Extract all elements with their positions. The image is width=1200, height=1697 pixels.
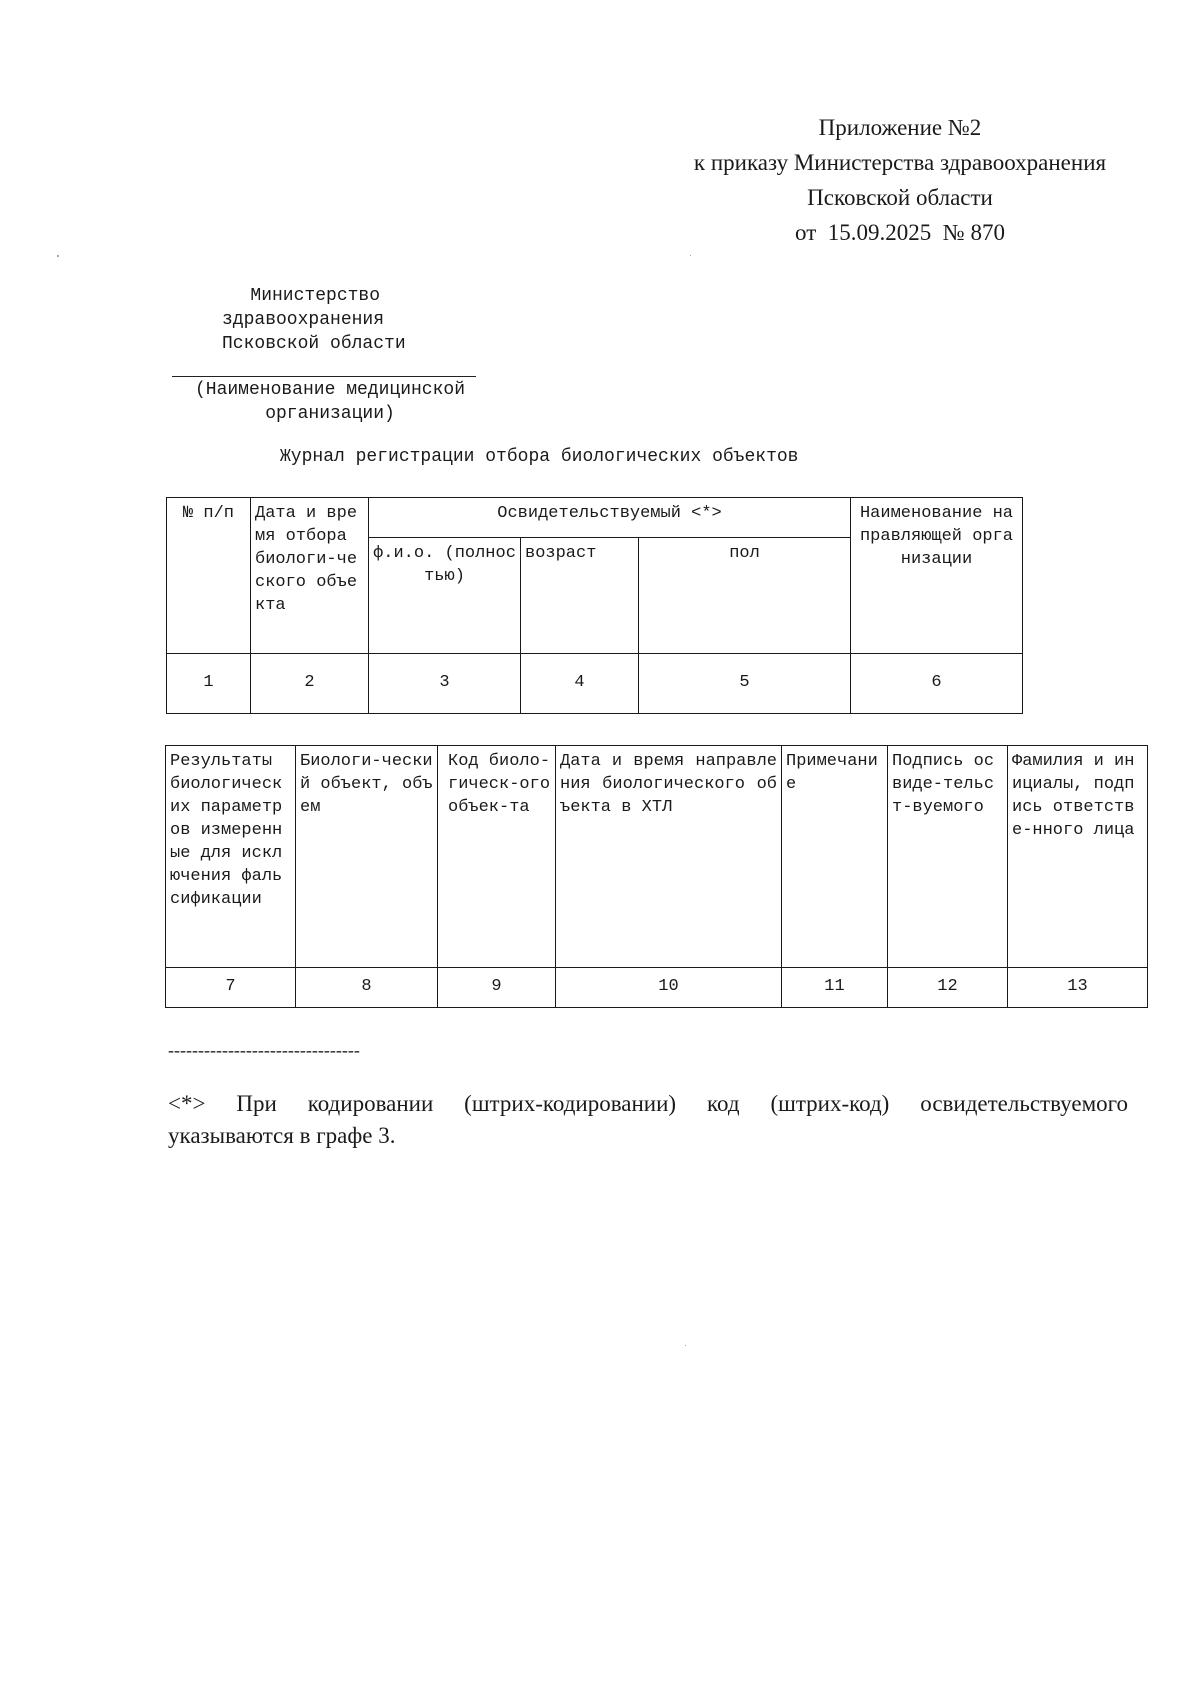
annex-order-ref: к приказу Министерства здравоохранения [693, 150, 1107, 175]
organization-caption-line-2: организации) [265, 404, 395, 424]
column-number-2: 2 [251, 654, 369, 714]
header-number: № п/п [167, 498, 251, 654]
column-number-10: 10 [556, 968, 782, 1008]
scan-speck [685, 1345, 686, 1346]
column-number-13: 13 [1008, 968, 1148, 1008]
header-referral-datetime: Дата и время направления биологического объекта в ХТЛ [556, 746, 782, 968]
header-sex: пол [639, 538, 851, 654]
organization-block [170, 284, 490, 356]
header-examinee: Освидетельствуемый <*> [369, 498, 851, 538]
organization-underline [172, 376, 476, 377]
column-number-1: 1 [167, 654, 251, 714]
column-number-12: 12 [888, 968, 1008, 1008]
scan-speck [690, 255, 691, 256]
registration-table-part-1 [166, 497, 1023, 714]
header-collection-datetime: Дата и время отбора биологи-ческого объекта [251, 498, 369, 654]
header-full-name: ф.и.о. (полностью) [369, 538, 521, 654]
annex-header [640, 110, 1160, 250]
scan-speck [57, 255, 59, 257]
header-age: возраст [521, 538, 639, 654]
column-number-4: 4 [521, 654, 639, 714]
organization-line-1: Министерство [218, 286, 381, 306]
organization-line-2: здравоохранения [222, 310, 385, 330]
annex-region: Псковской области [807, 185, 993, 210]
footnote [168, 1088, 1128, 1152]
organization-line-3: Псковской области [222, 334, 406, 354]
header-referring-organization: Наименование направляющей организации [851, 498, 1023, 654]
journal-title: Журнал регистрации отбора биологических объектов [280, 447, 799, 467]
column-number-5: 5 [639, 654, 851, 714]
footnote-separator: -------------------------------- [168, 1040, 360, 1060]
annex-date-number: от 15.09.2025 № 870 [795, 220, 1005, 245]
organization-caption-line-1: (Наименование медицинской [194, 380, 466, 400]
column-number-7: 7 [166, 968, 296, 1008]
header-note: Примечание [782, 746, 888, 968]
organization-caption [160, 378, 500, 426]
footnote-text-line-2: указываются в графе 3. [168, 1123, 396, 1148]
column-number-3: 3 [369, 654, 521, 714]
column-number-6: 6 [851, 654, 1023, 714]
registration-table-part-2 [165, 745, 1148, 1008]
column-number-9: 9 [438, 968, 556, 1008]
footnote-text-line-1: <*> При кодировании (штрих-кодировании) код (штрих-код) освидетельствуемого [168, 1091, 1128, 1116]
header-examinee-signature: Подпись освиде-тельст-вуемого [888, 746, 1008, 968]
annex-title: Приложение №2 [818, 115, 982, 140]
column-number-8: 8 [296, 968, 438, 1008]
header-object-code: Код биоло-гическ-ого объек-та [438, 746, 556, 968]
header-biological-object-volume: Биологи-ческий объект, объем [296, 746, 438, 968]
header-biological-parameters: Результаты биологических параметров измеренные для исключения фальсификации [166, 746, 296, 968]
header-responsible-person: Фамилия и инициалы, подпись ответстве-нного лица [1008, 746, 1148, 968]
column-number-11: 11 [782, 968, 888, 1008]
